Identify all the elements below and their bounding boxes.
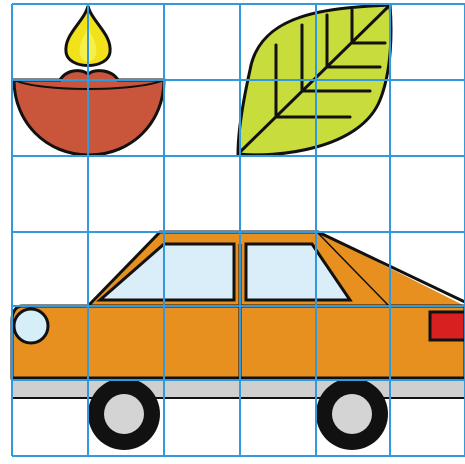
car-rear-wheel <box>316 378 388 450</box>
car-front-wheel <box>88 378 160 450</box>
car-bumper <box>12 380 465 398</box>
car <box>12 232 465 450</box>
car-taillight <box>430 312 465 340</box>
hubcap <box>104 394 144 434</box>
hubcap <box>332 394 372 434</box>
car-headlight <box>14 309 48 343</box>
